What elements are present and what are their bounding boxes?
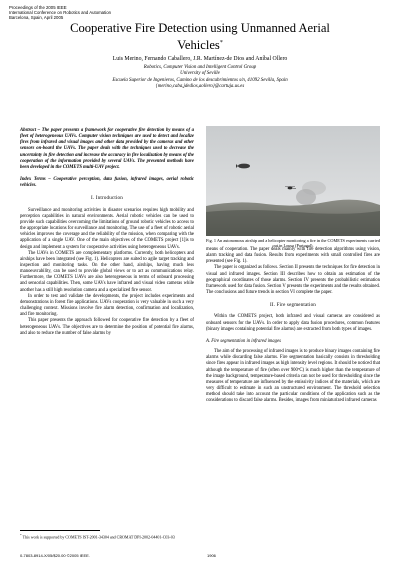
affiliation-university: University of Seville xyxy=(180,71,220,77)
paragraph: This paper presents the approach followed for cooperative fire detection by a fleet of heterogeneous UAVs. The objectives are to determine the position of potential fire alarms, and also to reduce the number of false alarms by xyxy=(20,318,194,336)
title-line-2: Vehicles xyxy=(177,37,220,52)
abstract-text: – The paper presents a framework for cooperative fire detection by means of a fleet of heterogeneous UAVs. Computer vision techniques are used to detect and localize fires from infrared and visual images and other data provided by the cameras and other sensors on-board the UAVs. The paper deals with the techniques used to decrease the uncertainty in fire detection and increase the accuracy in fire localization by means of the cooperation of the information provided by several UAVs. The presented methods have been developed in the COMETS multi-UAV project. xyxy=(20,128,194,170)
affiliation-group: Robotics, Computer Vision and Intelligent Control Group xyxy=(143,65,257,70)
paragraph: The aim of the processing of infrared images is to produce binary images containing fire alarms while discarding false alarms. Fire segmentation basically consists in thresholding since fires appear in infrared images as high intensity level regions. It should be noticed that although the temperature of fire (often over 900ºC) is much higher than the temperature of the image background, temperature-based criteria can not be used for thresholding since the measures of temperature are influenced by the emissivity indices of the materials, which are very difficult to estimate in such an unstructured environment. The threshold selection method should take into account the particular conditions of the application such as the considerations to discard false alarms. Besides, images from miniaturized infrared cameras xyxy=(206,349,380,404)
proceedings-line-3: Barcelona, Spain, April 2005 xyxy=(9,15,64,20)
footnote-rule xyxy=(20,530,100,531)
abstract xyxy=(20,128,194,171)
footnote-mark: * xyxy=(20,533,22,537)
index-terms-text: – Cooperative perception, data fusion, infrared images, aerial robotic vehicles. xyxy=(20,177,194,189)
paragraph: Surveillance and monitoring activities in disaster scenarios requires high mobility and perception capabilities in natural environments. Aerial robotic vehicles can be used to provide such capabilities overcoming the limitations of ground robotic vehicles to access to the appropriate locations for surveillance and monitoring. The use of a fleet of robotic aerial vehicles improves the coverage and the reliability of the mission, when comparing with the application of a single UAV. One of the main objectives of the COMETS project [1]is to design and implement a system for cooperative activities using heterogeneous UAVs. xyxy=(20,207,194,250)
title-footnote-mark: * xyxy=(219,39,223,46)
affiliation-address: Escuela Superior de Ingenieros, Camino de los descubrimientos s/n, 41092 Sevilla, Spain xyxy=(112,77,288,83)
section-heading-introduction: I. Introduction xyxy=(91,196,123,202)
proceedings-line-2: International Conference on Robotics and Automation xyxy=(9,10,111,15)
page-number: 1906 xyxy=(207,553,216,558)
proceedings-header xyxy=(9,5,111,20)
abstract-label: Abstract xyxy=(20,128,37,133)
paragraph: Within the COMETS project, both infrared and visual cameras are considered as onboard sensors for the UAVs. In order to apply data fusion procedures, common features (binary images containing potential fire alarms) are extracted from both types of images. xyxy=(206,314,380,332)
figure-caption: Fig. 1 An autonomous airship and a helicopter monitoring a fire in the COMETS experiments carried out in Lousa (Portugal). xyxy=(206,238,380,249)
footnote xyxy=(20,533,175,539)
paragraph: The UAVs in COMETS are complementary platforms. Currently, both helicopters and airships have been integrated (see Fig. 1). Helicopters are suited to agile target tracking and inspection and monitoring tasks. On the other hand, airships, having much less manoeuvrability, can be used to provide global views or to act as communications relay. Furthermore, the COMETS UAVs are also heterogeneous in terms of onboard processing and sensorial capabilities. Then, some UAVs have infrared and visual video cameras while another has a still high resolution camera and a specialized fire sensor. xyxy=(20,250,194,293)
footnote-text: This work is supported by COMETS IST-2001-34304 and CROMAT DPI-2002-04401-C03-03 xyxy=(22,534,175,540)
paragraph: The paper is organized as follows. Section II presents the techniques for fire detection in visual and infrared images. Section III describes how to obtain an estimation of the geographical coordinates of those alarms. Section IV presents the probabilistic estimation framework used for data fusion. Section V presents the experiments and the results obtained. The conclusions and future trends in section VI complete the paper. xyxy=(206,265,380,296)
paragraph: means of cooperation. The paper deals mainly with fire detection algorithms using vision, alarm tracking and data fusion. Results from experiments with small controlled fires are presented (see Fig. 1). xyxy=(206,247,380,265)
figure-photo xyxy=(206,126,380,236)
section-heading-fire-segmentation: II. Fire segmentation xyxy=(270,303,316,309)
affiliation xyxy=(0,65,400,90)
paragraph: In order to test and validate the developments, the project includes experiments and demonstrations in forest fire applications. UAVs cooperation is very valuable in such a very challenging context. Missions involve fire alarm detection, confirmation and localization, and fire monitoring. xyxy=(20,293,194,318)
index-terms xyxy=(20,177,194,189)
left-column xyxy=(20,128,194,337)
index-terms-label: Index Terms xyxy=(20,177,46,183)
copyright-line: 0-7803-8914-X/05/$20.00 ©2005 IEEE. xyxy=(20,553,90,558)
right-column xyxy=(206,247,380,404)
subsection-heading: A. Fire segmentation in infrared images xyxy=(206,338,281,344)
proceedings-line-1: Proceedings of the 2005 IEEE xyxy=(9,5,67,10)
author-list: Luis Merino, Fernando Caballero, J.R. Martínez-de Dios and Aníbal Ollero xyxy=(112,56,288,62)
paper-title xyxy=(20,21,380,52)
affiliation-emails: {merino,caba,jdedios,aollero}@cartuja.us.es xyxy=(155,83,245,89)
title-line-1: Cooperative Fire Detection using Unmanned Aerial xyxy=(70,21,330,35)
